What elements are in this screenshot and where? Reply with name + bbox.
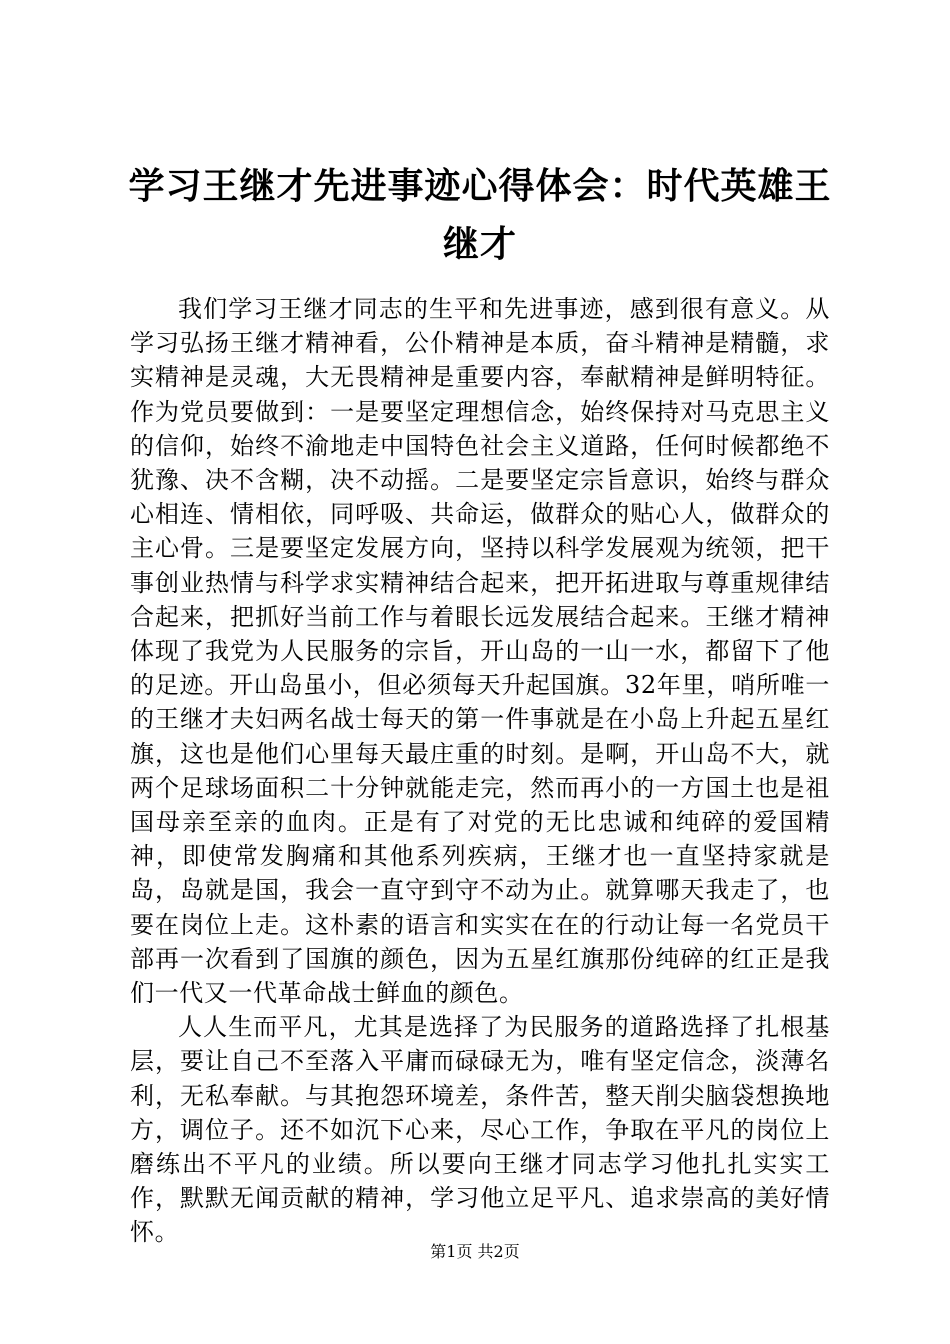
- document-body: [130, 292, 830, 1250]
- paragraph-2: 人人生而平凡，尤其是选择了为民服务的道路选择了扎根基层，要让自己不至落入平庸而碌碌无为，唯有坚定信念，淡薄名利，无私奉献。与其抱怨环境差，条件苦，整天削尖脑袋想换地方，调位子。还不如沉下心来，尽心工作，争取在平凡的岗位上磨练出不平凡的业绩。所以要向王继才同志学习他扎扎实实工作，默默无闻贡献的精神，学习他立足平凡、追求崇高的美好情怀。: [130, 1013, 830, 1247]
- document-title: 学习王继才先进事迹心得体会：时代英雄王继才: [128, 166, 832, 265]
- page-number-footer: 第1页 共2页: [430, 1242, 520, 1261]
- paragraph-1: 我们学习王继才同志的生平和先进事迹，感到很有意义。从学习弘扬王继才精神看，公仆精神是本质，奋斗精神是精髓，求实精神是灵魂，大无畏精神是重要内容，奉献精神是鲜明特征。作为党员要做到：一是要坚定理想信念，始终保持对马克思主义的信仰，始终不渝地走中国特色社会主义道路，任何时候都绝不犹豫、决不含糊，决不动摇。二是要坚定宗旨意识，始终与群众心相连、情相依，同呼吸、共命运，做群众的贴心人，做群众的主心骨。三是要坚定发展方向，坚持以科学发展观为统领，把干事创业热情与科学求实精神结合起来，把开拓进取与尊重规律结合起来，把抓好当前工作与着眼长远发展结合起来。王继才精神体现了我党为人民服务的宗旨，开山岛的一山一水，都留下了他的足迹。开山岛虽小，但必须每天升起国旗。32年里，哨所唯一的王继才夫妇两名战士每天的第一件事就是在小岛上升起五星红旗，这也是他们心里每天最庄重的时刻。是啊，开山岛不大，就两个足球场面积二十分钟就能走完，然而再小的一方国土也是祖国母亲至亲的血肉。正是有了对党的无比忠诚和纯碎的爱国精神，即使常发胸痛和其他系列疾病，王继才也一直坚持家就是岛，岛就是国，我会一直守到守不动为止。就算哪天我走了，也要在岗位上走。这朴素的语言和实实在在的行动让每一名党员干部再一次看到了国旗的颜色，因为五星红旗那份纯碎的红正是我们一代又一代革命战士鲜血的颜色。: [130, 295, 830, 1008]
